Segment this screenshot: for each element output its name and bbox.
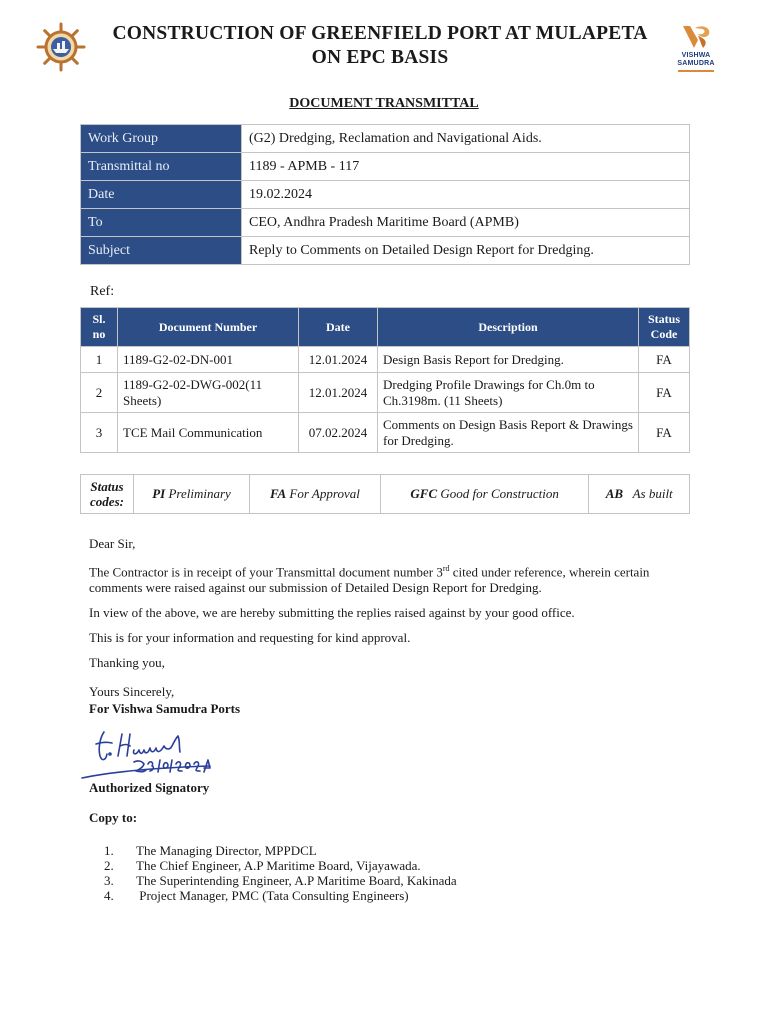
status-label-line1: Status	[90, 479, 124, 494]
cell-status: FA	[639, 413, 690, 453]
meta-value: Reply to Comments on Detailed Design Report for Dredging.	[242, 237, 690, 265]
meta-value: (G2) Dredging, Reclamation and Navigational Aids.	[242, 125, 690, 153]
meta-label: Work Group	[81, 125, 242, 153]
project-title-line2: ON EPC BASIS	[311, 47, 449, 68]
project-title-line1: CONSTRUCTION OF GREENFIELD PORT AT MULAPETA	[112, 23, 648, 44]
letter-body	[89, 536, 689, 680]
col-date: Date	[299, 308, 378, 347]
col-status-line2: Code	[650, 327, 678, 341]
cell-status: FA	[639, 373, 690, 413]
status-code: PI	[152, 486, 166, 501]
status-code-ab	[589, 475, 690, 514]
documents-header-row	[81, 308, 690, 347]
paragraph-1-part-b: cited under reference, wherein certain comments were raised against our submission of Detailed Design Report for Dredging.	[89, 564, 650, 596]
col-description: Description	[378, 308, 639, 347]
copy-to-label: Copy to:	[89, 810, 138, 825]
list-item-text: Project Manager, PMC (Tata Consulting Engineers)	[136, 888, 409, 903]
cell-sl: 3	[81, 413, 118, 453]
meta-label: To	[81, 209, 242, 237]
meta-label: Transmittal no	[81, 153, 242, 181]
col-sl-line2: no	[92, 327, 106, 341]
meta-row-transmittal-no	[81, 153, 690, 181]
meta-row-date	[81, 181, 690, 209]
status-code: GFC	[410, 486, 438, 501]
company-line: For Vishwa Samudra Ports	[89, 701, 241, 716]
status-codes-label	[81, 475, 134, 514]
list-item-text: The Superintending Engineer, A.P Maritime Board, Kakinada	[136, 873, 457, 888]
handwritten-signature	[80, 720, 240, 782]
list-item-text: The Managing Director, MPPDCL	[136, 843, 317, 858]
status-codes-row	[81, 475, 690, 514]
col-sl-line1: Sl.	[92, 312, 106, 326]
status-text: Preliminary	[168, 486, 231, 501]
cell-document-number: 1189-G2-02-DWG-002(11 Sheets)	[118, 373, 299, 413]
col-document-number: Document Number	[118, 308, 299, 347]
salutation: Dear Sir,	[89, 536, 136, 551]
col-status-code	[639, 308, 690, 347]
list-item	[104, 873, 457, 888]
list-item-text: The Chief Engineer, A.P Maritime Board, Vijayawada.	[136, 858, 421, 873]
documents-table	[80, 307, 690, 453]
status-label-line2: codes:	[90, 494, 124, 509]
status-code: FA	[270, 486, 287, 501]
list-item	[104, 843, 457, 858]
cell-sl: 1	[81, 347, 118, 373]
ship-wheel-emblem-icon	[36, 22, 86, 72]
cell-date: 12.01.2024	[299, 347, 378, 373]
transmittal-details-table	[80, 124, 690, 265]
closing-line: Yours Sincerely,	[89, 684, 175, 699]
status-text: As built	[632, 486, 673, 501]
status-text: Good for Construction	[440, 486, 559, 501]
list-item-number: 4.	[104, 888, 114, 903]
signature-drawing	[80, 720, 240, 782]
cell-date: 07.02.2024	[299, 413, 378, 453]
copy-to-list	[104, 843, 457, 903]
meta-label: Subject	[81, 237, 242, 265]
ordinal-suffix: rd	[442, 564, 450, 573]
meta-value: CEO, Andhra Pradesh Maritime Board (APMB)	[242, 209, 690, 237]
cell-description: Design Basis Report for Dredging.	[378, 347, 639, 373]
meta-row-subject	[81, 237, 690, 265]
meta-value: 19.02.2024	[242, 181, 690, 209]
paragraph-1-part-a: The Contractor is in receipt of your Transmittal document number 3	[89, 564, 443, 580]
vishwa-samudra-logo	[668, 22, 724, 84]
list-item	[104, 888, 457, 903]
authorized-signatory: Authorized Signatory	[89, 780, 210, 795]
list-item-number: 2.	[104, 858, 114, 873]
table-row	[81, 373, 690, 413]
cell-date: 12.01.2024	[299, 373, 378, 413]
col-sl-no	[81, 308, 118, 347]
document-header	[0, 14, 768, 84]
status-code-gfc	[380, 475, 589, 514]
list-item-number: 1.	[104, 843, 114, 858]
ref-label: Ref:	[90, 284, 115, 299]
table-row	[81, 347, 690, 373]
cell-status: FA	[639, 347, 690, 373]
cell-document-number: TCE Mail Communication	[118, 413, 299, 453]
cell-sl: 2	[81, 373, 118, 413]
logo-underline	[678, 70, 714, 72]
logo-brand-line1: VISHWA	[681, 52, 711, 59]
col-status-line1: Status	[647, 312, 680, 326]
cell-description: Dredging Profile Drawings for Ch.0m to Ch.3198m. (11 Sheets)	[378, 373, 639, 413]
status-code: AB	[605, 486, 624, 501]
paragraph-2: In view of the above, we are hereby submitting the replies raised against by your good office.	[89, 605, 575, 621]
status-text: For Approval	[289, 486, 360, 501]
list-item	[104, 858, 457, 873]
status-code-pi	[134, 475, 250, 514]
status-code-fa	[250, 475, 381, 514]
paragraph-3: This is for your information and requesting for kind approval.	[89, 630, 411, 646]
meta-value: 1189 - APMB - 117	[242, 153, 690, 181]
meta-row-work-group	[81, 125, 690, 153]
table-row	[81, 413, 690, 453]
document-title: DOCUMENT TRANSMITTAL	[289, 96, 479, 111]
paragraph-4: Thanking you,	[89, 655, 165, 671]
logo-brand-line2: SAMUDRA	[677, 60, 715, 67]
vs-wave-logo-icon	[679, 22, 713, 52]
meta-row-to	[81, 209, 690, 237]
project-title	[90, 22, 670, 70]
status-codes-legend	[80, 474, 690, 514]
paragraph-1	[89, 561, 689, 596]
meta-label: Date	[81, 181, 242, 209]
cell-description: Comments on Design Basis Report & Drawings for Dredging.	[378, 413, 639, 453]
list-item-number: 3.	[104, 873, 114, 888]
cell-document-number: 1189-G2-02-DN-001	[118, 347, 299, 373]
closing-block	[89, 683, 240, 717]
